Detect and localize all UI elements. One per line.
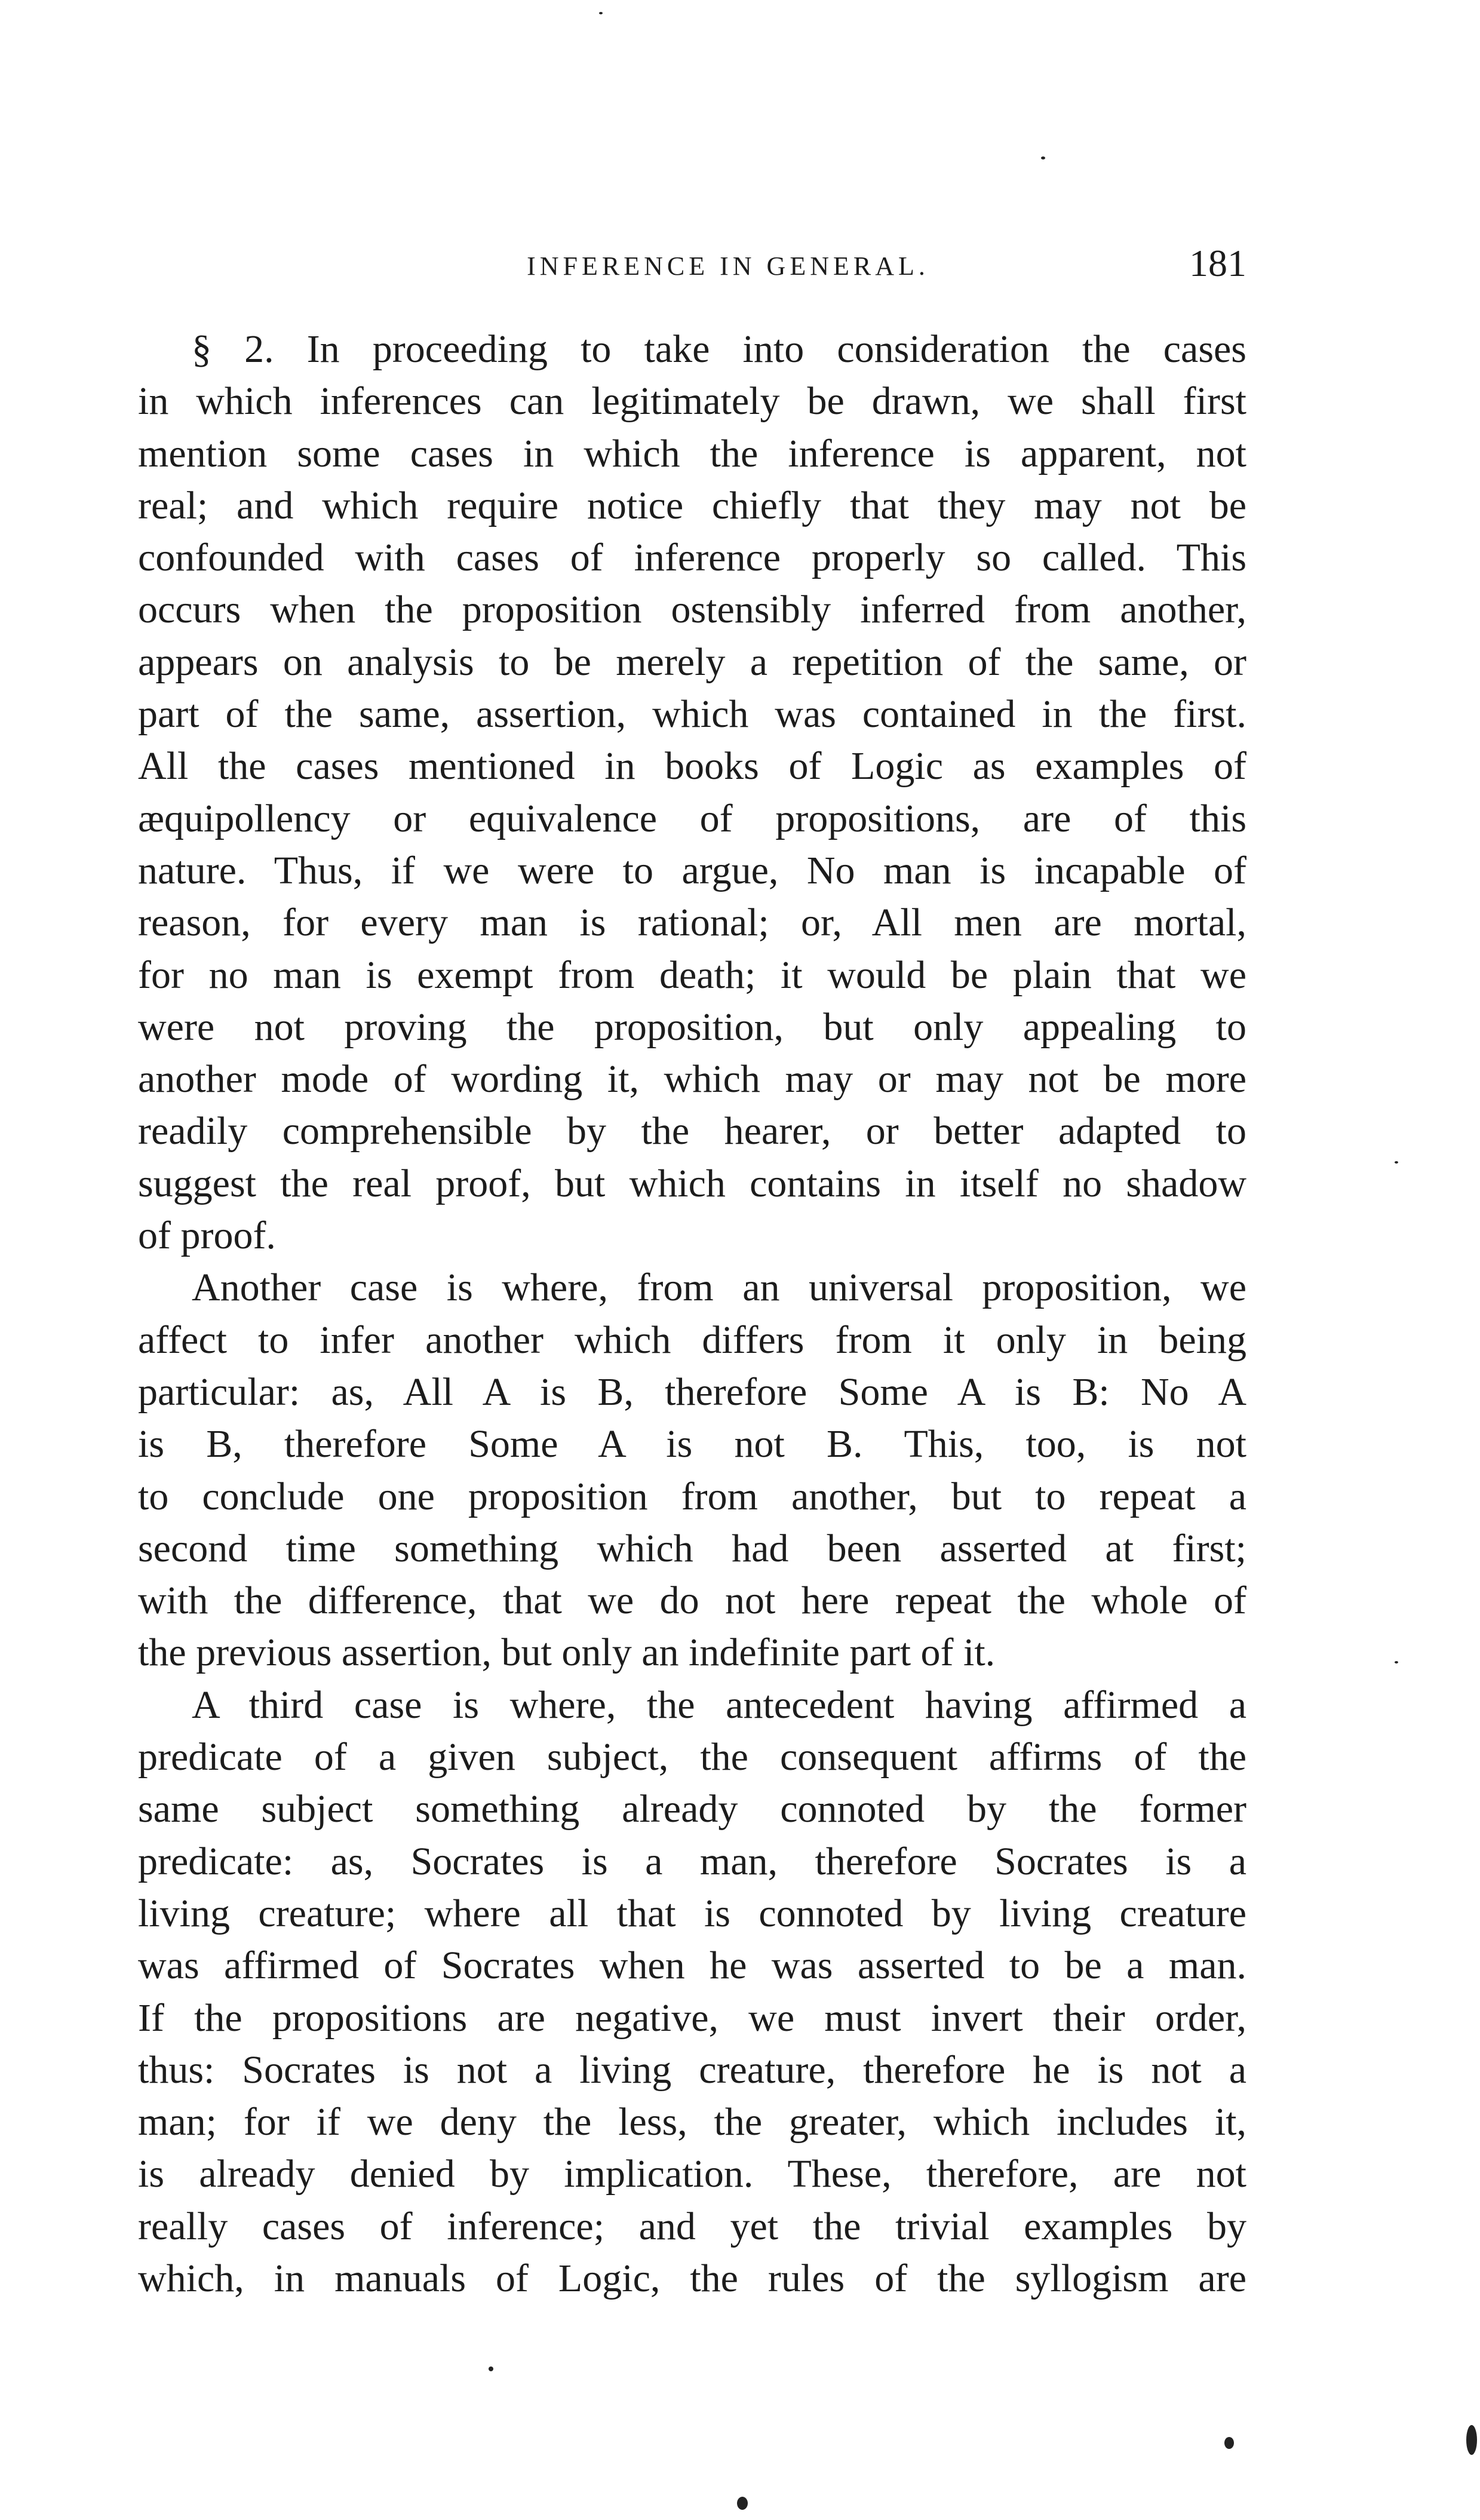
text-line: Another case is where, from an universal proposition, we [192, 1266, 1246, 1310]
text-line: predicate: as, Socrates is a man, therefore Socrates is a [138, 1839, 1246, 1883]
text-line: really cases of inference; and yet the trivial examples by [138, 2204, 1246, 2248]
scan-speck [1041, 156, 1045, 159]
scan-speck [1395, 1661, 1398, 1663]
scan-speck [599, 12, 603, 14]
text-line: æquipollency or equivalence of propositions, are of this [138, 796, 1246, 840]
scan-speck [737, 2497, 748, 2510]
text-line: with the difference, that we do not here repeat the whole of [138, 1579, 1246, 1623]
text-line: reason, for every man is rational; or, All men are mortal, [138, 901, 1246, 945]
scan-speck [1224, 2437, 1234, 2449]
text-line: second time something which had been asserted at first; [138, 1526, 1246, 1570]
text-line: real; and which require notice chiefly that they may not be [138, 483, 1246, 527]
text-line: living creature; where all that is connoted by living creature [138, 1891, 1246, 1935]
text-line: § 2. In proceeding to take into consideration the cases [192, 327, 1246, 371]
scan-speck [1466, 2425, 1477, 2455]
text-line: A third case is where, the antecedent having affirmed a [192, 1683, 1246, 1727]
text-line: occurs when the proposition ostensibly inferred from another, [138, 588, 1246, 632]
text-line: suggest the real proof, but which contains in itself no shadow [138, 1161, 1246, 1205]
text-line: mention some cases in which the inference is apparent, not [138, 431, 1246, 475]
text-line: confounded with cases of inference properly so called. This [138, 536, 1246, 580]
page-header [138, 239, 1246, 287]
text-line: of proof. [138, 1214, 276, 1258]
text-line: is already denied by implication. These, therefore, are not [138, 2152, 1246, 2196]
text-line: readily comprehensible by the hearer, or better adapted to [138, 1109, 1246, 1153]
text-line: was affirmed of Socrates when he was asserted to be a man. [138, 1944, 1246, 1988]
text-line: another mode of wording it, which may or may not be more [138, 1057, 1246, 1101]
text-line: in which inferences can legitimately be drawn, we shall first [138, 379, 1246, 423]
running-title: INFERENCE IN GENERAL. [527, 251, 929, 281]
text-line: thus: Socrates is not a living creature, therefore he is not a [138, 2048, 1246, 2092]
text-line: All the cases mentioned in books of Logic as examples of [138, 744, 1246, 788]
text-line: the previous assertion, but only an indefinite part of it. [138, 1631, 996, 1675]
text-line: to conclude one proposition from another, but to repeat a [138, 1474, 1246, 1518]
text-line: man; for if we deny the less, the greater, which includes it, [138, 2100, 1246, 2144]
scan-speck [489, 2366, 493, 2371]
text-line: same subject something already connoted by the former [138, 1787, 1246, 1831]
body-text [138, 323, 1246, 2304]
text-line: affect to infer another which differs from it only in being [138, 1318, 1246, 1362]
page-number: 181 [1189, 242, 1246, 284]
text-line: particular: as, All A is B, therefore Some A is B: No A [138, 1370, 1246, 1414]
text-line: appears on analysis to be merely a repetition of the same, or [138, 640, 1246, 684]
text-line: is B, therefore Some A is not B. This, too, is not [138, 1422, 1246, 1466]
text-line: part of the same, assertion, which was contained in the first. [138, 692, 1246, 736]
text-line: which, in manuals of Logic, the rules of the syllogism are [138, 2256, 1246, 2300]
text-line: for no man is exempt from death; it would be plain that we [138, 953, 1246, 997]
text-line: were not proving the proposition, but only appealing to [138, 1005, 1246, 1049]
text-line: If the propositions are negative, we must invert their order, [138, 1996, 1246, 2040]
text-line: predicate of a given subject, the consequent affirms of the [138, 1735, 1246, 1779]
text-line: nature. Thus, if we were to argue, No man is incapable of [138, 848, 1246, 892]
scan-speck [1395, 1161, 1398, 1164]
